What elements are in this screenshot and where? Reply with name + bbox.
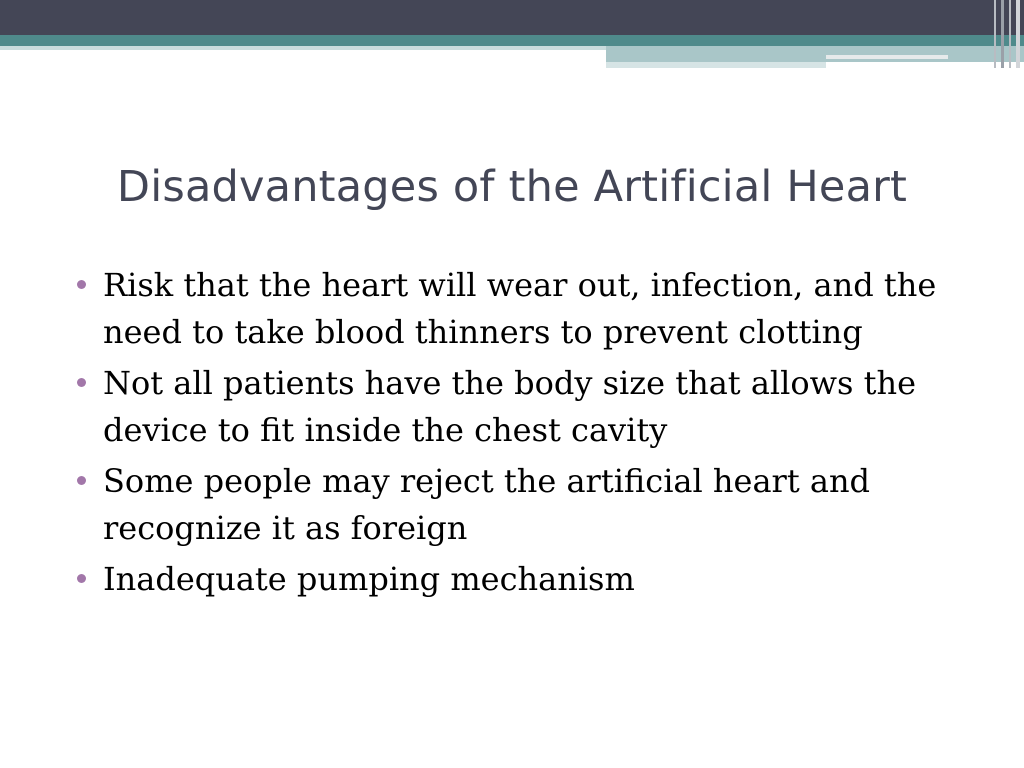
header-accent-stub-gray [826, 55, 948, 59]
header-vertical-line [994, 0, 996, 68]
bullet-marker-icon [77, 574, 86, 583]
bullet-text: Risk that the heart will wear out, infection, and the need to take blood thinners to prevent clotting [103, 266, 937, 351]
bullet-marker-icon [77, 378, 86, 387]
bullet-text: Not all patients have the body size that allows the device to fit inside the chest cavity [103, 364, 917, 449]
slide-title: Disadvantages of the Artificial Heart [116, 162, 908, 212]
header-vertical-line [1001, 0, 1004, 68]
header-vertical-line [1009, 0, 1011, 68]
header-vertical-line [1016, 0, 1020, 68]
bullet-text: Inadequate pumping mechanism [103, 560, 635, 598]
header-accent-stub-light [606, 62, 826, 68]
bullet-item [72, 556, 952, 603]
bullet-item [72, 360, 952, 454]
bullet-marker-icon [77, 476, 86, 485]
bullet-list [72, 262, 952, 607]
bullet-item [72, 262, 952, 356]
bullet-marker-icon [77, 280, 86, 289]
header-band-teal [0, 35, 1024, 46]
header-accent-stub [606, 46, 1024, 62]
bullet-text: Some people may reject the artificial heart and recognize it as foreign [103, 462, 871, 547]
bullet-item [72, 458, 952, 552]
header-band-dark [0, 0, 1024, 35]
